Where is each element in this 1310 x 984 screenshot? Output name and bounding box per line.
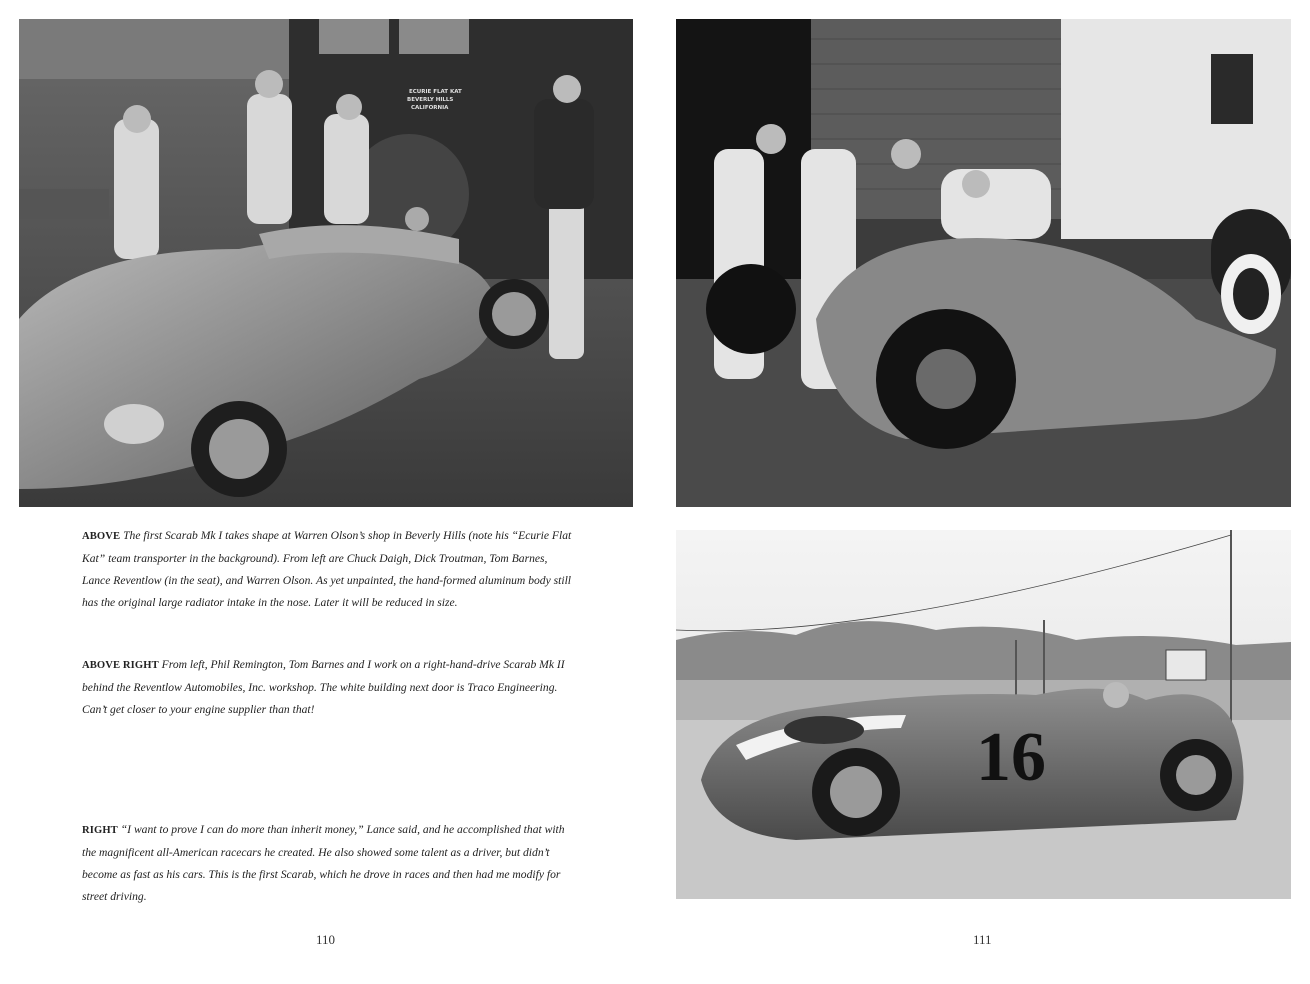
caption-above-right [82, 654, 572, 721]
racecar-scene [676, 530, 1291, 899]
svg-text:BEVERLY HILLS: BEVERLY HILLS [407, 97, 454, 103]
page-number-left: 110 [316, 932, 336, 947]
workshop-scene [19, 19, 633, 507]
caption-lead: ABOVE RIGHT [82, 660, 159, 671]
caption-text: From left, Phil Remington, Tom Barnes and I work on a right-hand-drive Scarab Mk II behind the Reventlow Automobiles, Inc. workshop. The white building next door is Traco Engineering. Can’t get closer to your engine supplier than that! [82, 658, 565, 716]
caption-right [82, 819, 572, 908]
photo-scarab-number-16 [676, 530, 1291, 899]
caption-text: The first Scarab Mk I takes shape at Warren Olson’s shop in Beverly Hills (note his “Ecurie Flat Kat” team transporter in the background). From left are Chuck Daigh, Dick Troutman, Tom Barnes, Lance Reventlow (in the seat), and Warren Olson. As yet unpainted, the hand-formed aluminum body still has the original large radiator intake in the nose. Later it will be reduced in size. [82, 529, 572, 609]
white-building [1061, 19, 1291, 239]
caption-text: “I want to prove I can do more than inherit money,” Lance said, and he accomplished that with the magnificent all-American racecars he created. He also showed some talent as a driver, but didn’t become as fast as his cars. This is the first Scarab, which he drove in races and then had me modify for street driving. [82, 823, 565, 903]
mechanics-scene [676, 19, 1291, 507]
car-number: 16 [976, 719, 1046, 796]
svg-text:ECURIE FLAT KAT: ECURIE FLAT KAT [409, 89, 462, 95]
caption-lead: ABOVE [82, 531, 121, 542]
photo-scarab-mk1-workshop [19, 19, 633, 507]
caption-above [82, 525, 572, 614]
page-number-right: 111 [973, 932, 992, 947]
caption-lead: RIGHT [82, 825, 118, 836]
photo-scarab-mk2-mechanics [676, 19, 1291, 507]
svg-text:CALIFORNIA: CALIFORNIA [411, 105, 449, 111]
